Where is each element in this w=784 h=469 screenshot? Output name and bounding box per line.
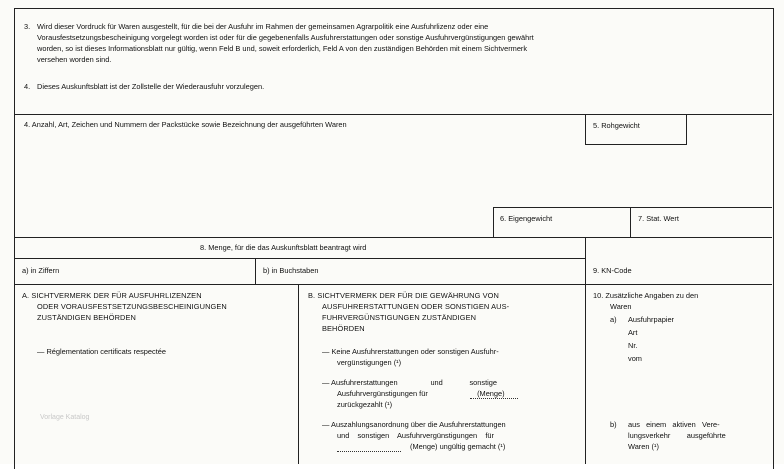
sectionA-heading-1: A. SICHTVERMERK DER FÜR AUSFUHRLIZENZEN: [22, 291, 202, 300]
field6-label: 6. Eigengewicht: [500, 214, 553, 223]
sectionB-item3-blank: [337, 451, 401, 452]
field7-label: 7. Stat. Wert: [638, 214, 679, 223]
divider-field6-top: [493, 207, 772, 208]
sectionB-item3-line3: (Menge) ungültig gemacht (¹): [410, 442, 506, 451]
field10-a-line4: vom: [628, 354, 642, 363]
divider-col-ab: [298, 284, 299, 464]
section3-line-1: Wird dieser Vordruck für Waren ausgestellt, für die bei der Ausfuhr im Rahmen der gemeinsamen Agrarpolitik eine Ausfuhrlizenz oder eine: [37, 22, 489, 31]
field8-b-label: b) in Buchstaben: [263, 266, 319, 275]
sectionB-item1-line2: vergünstigungen (¹): [337, 358, 402, 367]
sectionB-heading-3: FUHRVERGÜNSTIGUNGEN ZUSTÄNDIGEN: [322, 313, 477, 322]
section3-line-3: worden, so ist dieses Informationsblatt nur gültig, wenn Feld B und, soweit erforderlich, Feld A von den zuständigen Behörden mit einem Sichtvermerk: [37, 44, 528, 53]
divider-field8-top: [14, 237, 772, 238]
sectionB-item2-line1: — Ausfuhrerstattungen und sonstige: [322, 378, 498, 387]
section3-line-4: versehen worden sind.: [37, 55, 112, 64]
section4-note-text: Dieses Auskunftsblatt ist der Zollstelle der Wiederausfuhr vorzulegen.: [37, 82, 265, 91]
sectionB-item3-line2: und sonstigen Ausfuhrvergünstigungen für: [337, 431, 494, 440]
divider-sections-top: [14, 284, 772, 285]
field10-a-marker: a): [610, 315, 617, 324]
field8-label: 8. Menge, für die das Auskunftsblatt beantragt wird: [200, 243, 367, 252]
sectionB-item3-line1: — Auszahlungsanordnung über die Ausfuhrerstattungen: [322, 420, 506, 429]
form-frame: [14, 8, 774, 469]
field4-label: 4. Anzahl, Art, Zeichen und Nummern der Packstücke sowie Bezeichnung der ausgeführten Waren: [24, 120, 347, 129]
sectionA-item: — Réglementation certificats respectée: [37, 347, 166, 356]
sectionA-heading-3: ZUSTÄNDIGEN BEHÖRDEN: [37, 313, 136, 322]
field8-a-label: a) in Ziffern: [22, 266, 60, 275]
field10-a-line1: Ausfuhrpapier: [628, 315, 675, 324]
watermark: Vorlage Katalog: [40, 414, 90, 421]
section3-line-2: Vorausfestsetzungsbescheinigung vorgelegt worden ist oder für die gegebenenfalls Ausfuhrerstattungen oder sonstige Ausfuhrvergünstigungen gewährt: [37, 33, 534, 42]
field9-label: 9. KN-Code: [593, 266, 632, 275]
sectionB-item2-line2: Ausfuhrvergünstigungen für (Menge): [337, 389, 505, 398]
field10-label-2: Waren: [610, 302, 632, 311]
sectionB-item2-blank: [470, 398, 518, 399]
divider-field6-left: [493, 207, 494, 237]
field10-b-line2: lungsverkehr ausgeführte: [628, 431, 726, 440]
section3-number: 3.: [24, 22, 31, 31]
field10-b-line1: aus einem aktiven Vere-: [628, 420, 720, 429]
divider-field7-left: [630, 207, 631, 237]
field5-label: 5. Rohgewicht: [593, 121, 640, 130]
field10-a-line3: Nr.: [628, 341, 638, 350]
sectionA-heading-2: ODER VORAUSFESTSETZUNGSBESCHEINIGUNGEN: [37, 302, 227, 311]
divider-col3: [585, 237, 586, 464]
field10-b-marker: b): [610, 420, 617, 429]
section4-note-number: 4.: [24, 82, 31, 91]
divider-field8-ab: [255, 258, 256, 284]
field10-b-line3: Waren (¹): [628, 442, 659, 451]
sectionB-heading-2: AUSFUHRERSTATTUNGEN ODER SONSTIGEN AUS-: [322, 302, 510, 311]
sectionB-heading-1: B. SICHTVERMERK DER FÜR DIE GEWÄHRUNG VON: [308, 291, 499, 300]
sectionB-item1-line1: — Keine Ausfuhrerstattungen oder sonstigen Ausfuhr-: [322, 347, 499, 356]
field10-a-line2: Art: [628, 328, 638, 337]
field10-label-1: 10. Zusätzliche Angaben zu den: [593, 291, 699, 300]
divider-field8-sub: [14, 258, 585, 259]
sectionB-heading-4: BEHÖRDEN: [322, 324, 365, 333]
sectionB-item2-line3: zurückgezahlt (¹): [337, 400, 393, 409]
